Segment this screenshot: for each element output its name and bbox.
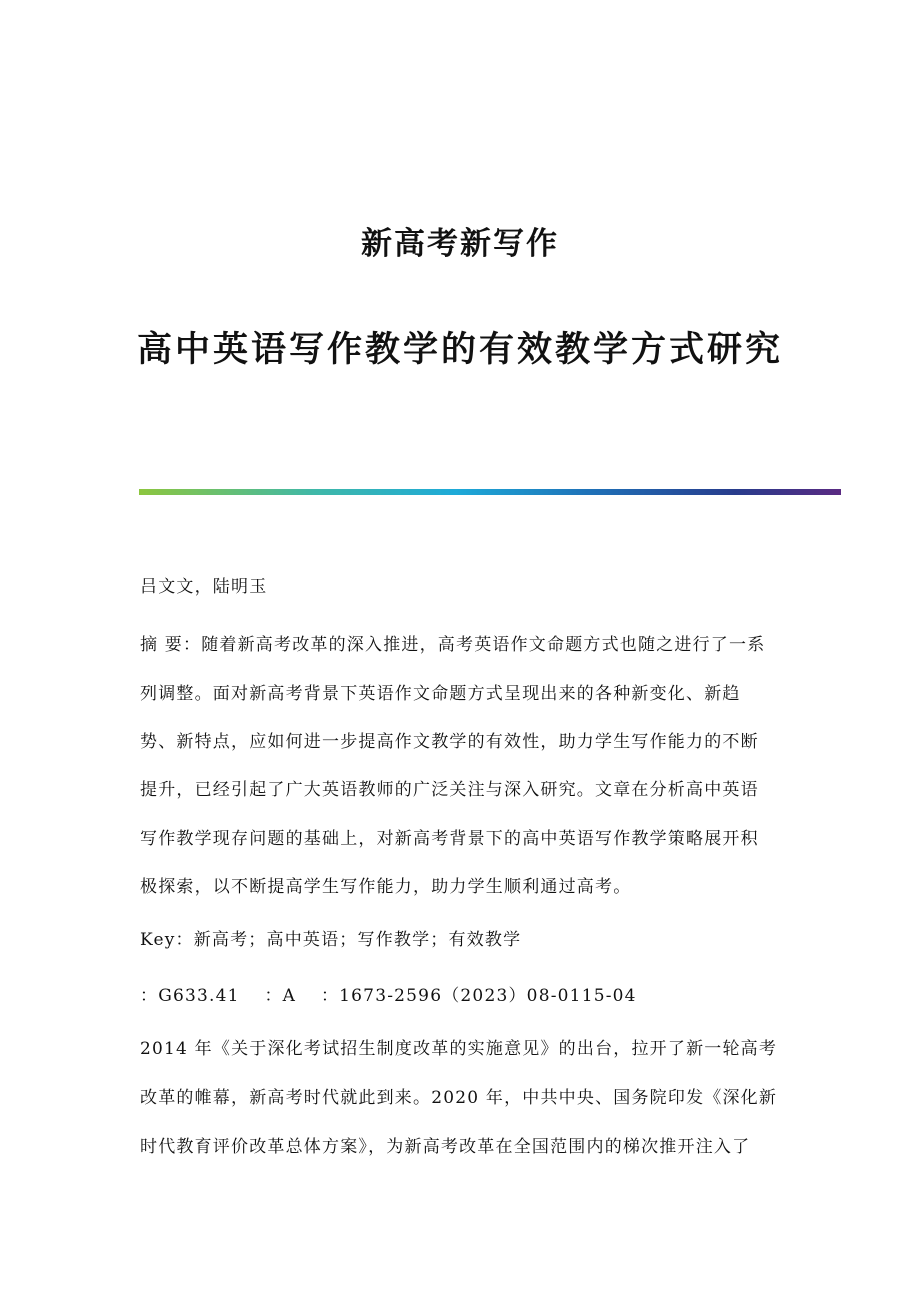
body-line: 改革的帷幕，新高考时代就此到来。2020 年，中共中央、国务院印发《深化新	[140, 1088, 778, 1108]
document-title: 新高考新写作	[361, 226, 559, 262]
abstract-line: 写作教学现存问题的基础上，对新高考背景下的高中英语写作教学策略展开积	[140, 829, 759, 849]
abstract-line: 势、新特点，应如何进一步提高作文教学的有效性，助力学生写作能力的不断	[140, 732, 759, 752]
abstract-line: 列调整。面对新高考背景下英语作文命题方式呈现出来的各种新变化、新趋	[140, 684, 741, 704]
keywords: Key：新高考；高中英语；写作教学；有效教学	[140, 930, 522, 950]
gradient-divider	[139, 489, 841, 495]
authors: 吕文文，陆明玉	[140, 577, 268, 597]
abstract-line: 摘 要：随着新高考改革的深入推进，高考英语作文命题方式也随之进行了一系	[140, 635, 766, 655]
abstract-line: 提升，已经引起了广大英语教师的广泛关注与深入研究。文章在分析高中英语	[140, 780, 759, 800]
body-line: 时代教育评价改革总体方案》，为新高考改革在全国范围内的梯次推开注入了	[140, 1137, 751, 1157]
body-line: 2014 年《关于深化考试招生制度改革的实施意见》的出台，拉开了新一轮高考	[140, 1039, 778, 1059]
classification-codes: ：G633.41 ：A ：1673-2596（2023）08-0115-04	[140, 986, 637, 1006]
document-subtitle: 高中英语写作教学的有效教学方式研究	[136, 329, 783, 370]
abstract-line: 极探索，以不断提高学生写作能力，助力学生顺利通过高考。	[140, 877, 632, 897]
